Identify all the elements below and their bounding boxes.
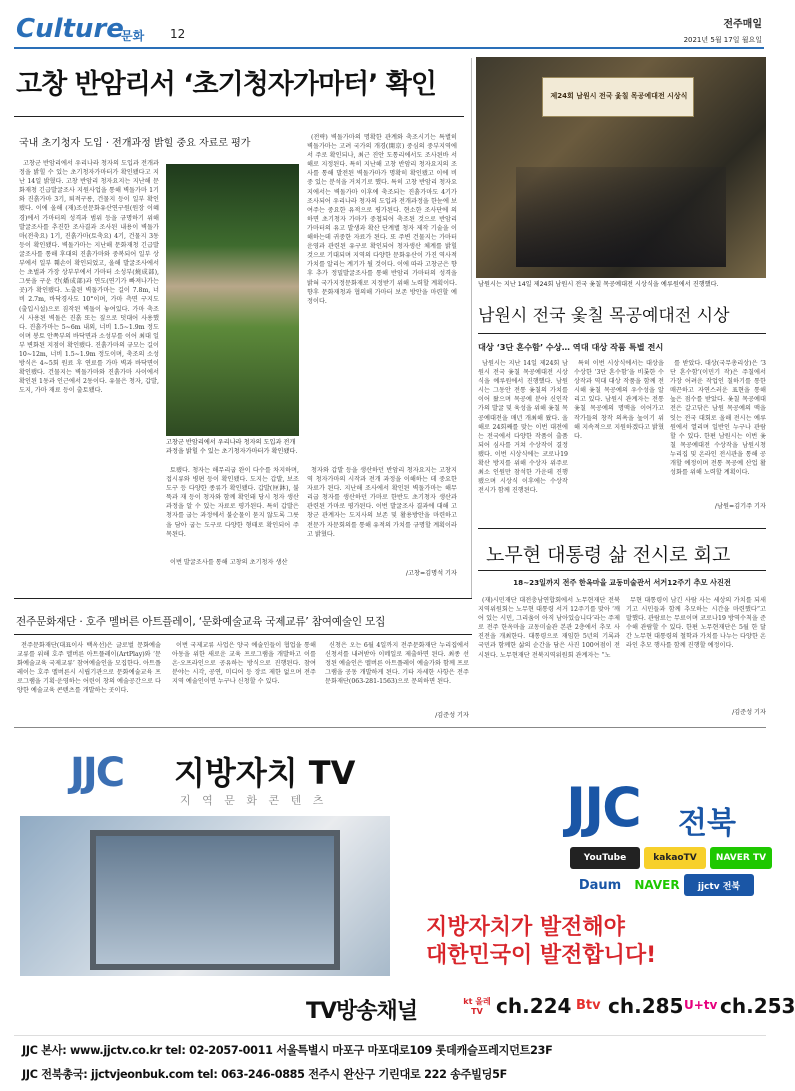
article4-col1 (17, 641, 161, 721)
article3-col2 (626, 596, 766, 688)
article3-headline: 노무현 대통령 삶 전시로 회고 (486, 544, 731, 566)
article1-photo-caption: 고창군 반암리에서 우리나라 청자의 도입과 전개과정을 밝힐 수 있는 초기청자가마터가 확인됐다. (166, 439, 298, 455)
article1-byline: /고창=김명석 기자 (405, 570, 457, 577)
ad-slogan-line2: 대한민국이 발전합니다! (426, 943, 657, 968)
kt-channel: ch.224 (496, 994, 572, 1018)
column-divider (471, 58, 472, 598)
ad-title: 지방자치 TV (174, 754, 356, 792)
btv-channel: ch.285 (608, 994, 684, 1018)
btv-provider: Btv (576, 998, 601, 1013)
article4-top-rule (14, 598, 472, 599)
ad-slogan-line1: 지방자치가 발전해야 (426, 915, 625, 940)
section-en: Culture (16, 14, 124, 44)
ceremony-banner-text: 제24회 남원시 전국 옻칠 목공예대전 시상식 (550, 92, 688, 100)
ceremony-people (516, 167, 726, 267)
article4-rule (14, 634, 472, 635)
kakaotv-badge: kakaoTV (644, 847, 706, 869)
article2-photo (476, 57, 766, 278)
header-rule (14, 47, 764, 49)
article2-col2 (574, 359, 664, 519)
article4-col2-text: 이번 국제교류 사업은 양국 예술인들이 협업을 통해 아동을 위한 새로운 교육 프로그램을 개발하고 이를 온·오프라인으로 공유하는 방식으로 진행된다. 참여 분야는 시각, 공연, 미디어 등 장르 제한 없으며 전주 지역 예술인이면 누구나 신청할 수 있다. (172, 642, 316, 686)
ad-tv-frame (90, 830, 340, 970)
page-number: 12 (170, 27, 186, 41)
article1-col1-text: 고창군 반암리에서 우리나라 청자의 도입과 전개과정을 밝힐 수 있는 초기청자가마터가 확인됐다고 지난 14일 밝혔다. 고창 반암리 청자요지는 지난해 문화재청 긴급발굴조사 지원사업을 통해 벽돌가마 1기와 진흙가마 3기, 퇴적구릉, 건물지 등이 일부 확인됐다. 이에 올해 (재)조선문화유산연구원(원장 이혜경)에서 가마터의 성격과 범위 등을 규명하기 위해 발굴조사를 추진한 조사결과 조사된 내용이 벽돌가마(전축요) 1기, 진흙가마(토축요) 4기, 건물지 3동 등이 확인됐다. 벽돌가마는 지난해 문화재청 긴급발굴조사를 통해 후대의 진흙가마와 중복되어 일부 상부에서 일부 훼손이 확인되었고, 올해 발굴조사에서는 초벌과 가장 상부부에서 가마터 소성부(燒成部), 그릇을 구운 칸(燔成部)과 연도(연기가 빠져나가는 곳)가 확인됐다. 노출된 벽돌가마는 길이 7.8m, 너비 2.7m, 바닥경사도 10°이며, 가마 측면 구지도(출입시설)으로 짐작된 벽돌이 놓여있다. 가마 축조시 사용된 벽돌은 진흙 또는 짚으로 덧대어 사용했다. 진흙가마는 5~6m 내외, 너비 1.5~1.9m 정도이며 봉토 안쪽부의 바닥면과 소성부를 이어 최대 일부 변화된 지점이 확인됐다. 진흙가마의 규모는 길이 10~12m, 너비 1.5~1.9m 정도이며, 축조의 소성방식은 4~5회 원료 후 연료를 가마 벽과 바닥면이 확인됐다. 건물지는 벽돌가마와 진흙가마 사이에서 확인된 1동과 인근에서 2동이다. 유물은 청자, 갑발, 도지, 가마 재료 등이 출토됐다. (19, 160, 159, 395)
article1-photo (166, 164, 299, 436)
uplus-provider: U+tv (684, 998, 718, 1012)
article2-col3 (670, 359, 766, 499)
section-kr: 문화 (121, 29, 145, 43)
article3-col2-text: 무현 대통령이 남긴 사람 사는 세상의 가치를 되새기고 시민들과 함께 추모하는 시간을 마련했다”고 말했다. 관람료는 무료이며 코로나19 방역수칙을 준수해 관람할 수 있다. 한편 노무현재단은 5월 한 달간 노무현 대통령의 철학과 가치를 나누는 다양한 온라인 추모 행사를 함께 진행할 예정이다. (626, 597, 766, 650)
article3-col1 (478, 596, 620, 706)
article2-col1 (478, 359, 568, 519)
article1-col2-text: (전략) 벽돌가마의 명확한 관계와 축조시기는 특별히 벽돌가마는 고려 국가의 개경(開京) 중심의 중부지역에서 주로 확인되나, 최근 진안 도통리에서도 조사된바 서해로 지정된다. 특히 지난해 고창 반암리 청자요지의 조사를 통해 발전된 벽돌가마가 명확히 확인됐고 이에 비중 있는 분석을 거치기로 했다. 특히 고창 반암리 청자요지에서는 벽돌가마 이후에 축조되는 진흙가마도 4기가 조사되어 우리나라 청자의 도입과 전개과정을 한눈에 보여주는 중요한 유적으로 평가된다. 현소한 조사단에 의하면 초기청자 가마가 중첩되어 축조된 것으로 반암리 가마터의 유고 발생과 확산 단계별 청자 제작 기술을 이해하는데 귀중한 자료가 된다. 또 주변 건물지는 가마터 운영과 관련된 유구로 확인되어 청자생산 체계를 밝힐 것으로 기대되며 지역의 다양한 문화유산이 가진 역사적 가치를 알리는 계기가 될 것이다. 이에 따라 고창군은 향후 추가 정밀발굴조사를 통해 반암리 가마터의 성격을 밝혀 국가지정문화재로 지정받기 위해 노력할 계획이다. 향후 문화재청과 협의해 가마터 보존 방안을 마련할 예정이다. (307, 134, 457, 305)
article2-headline: 남원시 전국 옻칠 목공예대전 시상 (478, 306, 730, 326)
article3-col1-text: (재)시민재단 대전충남연합회에서 노무현재단 전북지역위원회는 노무현 대통령 서거 12주기를 맞아 ‘깨어 있는 시민, 그리움이 아직 남아있습니다’라는 주제로 전주 한옥마을 교동미술관 본관 2층에서 추모 사진전을 개최한다. 대통령으로 재임한 5년의 기록과 국민과 함께한 삶의 순간을 담은 사진 100여점이 전시된다. 노무현재단 전북지역위원회 관계자는 “노 (478, 597, 620, 659)
issue-date: 2021년 5월 17일 월요일 (683, 36, 762, 44)
article2-subhead: 대상 ‘3단 혼수함’ 수상… 역대 대상 작품 특별 전시 (478, 342, 664, 352)
article4-col3 (325, 641, 469, 707)
article1-col2 (307, 133, 457, 463)
article4-col1-text: 전주문화재단(대표이사 백옥선)은 글로벌 문화예술 교류를 위해 호주 멜버른 아트플레이(ArtPlay)와 ‘문화예술교육 국제교류’ 참여예술인을 모집한다. 아트플레이는 호주 멜버른시 시립기관으로 문화예술교육 프로그램을 기획·운영하는 어린이 창의 예술공간으로 다양한 예술교육 콘텐츠를 개발하는 곳이다. (17, 642, 161, 695)
article4-col2 (172, 641, 316, 721)
ad-logo-right: JJC (566, 776, 640, 839)
article2-photo-caption: 남원시는 지난 14일 제24회 남원시 전국 옻칠 목공예대전 시상식을 예루원에서 진행했다. (478, 281, 719, 288)
navertv-badge: NAVER TV (710, 847, 772, 869)
ad-footer-line1: JJC 본사: www.jjctv.co.kr tel: 02-2057-0011 서울특별시 마포구 마포대로109 롯데캐슬프레지던트23F (22, 1044, 553, 1057)
article1-col3c (166, 558, 299, 576)
paper-name: 전주매일 (723, 19, 762, 30)
ad-logo-left: JJC (70, 750, 124, 796)
article2-byline: /남원=김기주 기자 (714, 503, 766, 510)
article4-byline: /김준성 기자 (435, 712, 469, 719)
ad-broadcast-image (20, 816, 390, 976)
youtube-badge: YouTube (570, 847, 640, 869)
ad-footer-line2-bar (14, 1061, 766, 1087)
article4-col3-text: 신청은 오는 6월 4일까지 전주문화재단 누리집에서 신청서를 내려받아 이메일로 제출하면 된다. 최종 선정된 예술인은 멜버른 아트플레이 예술가와 함께 프로그램을 공동 개발하게 된다. 기타 자세한 사항은 전주문화재단(063-281-1563)으로 문의하면 된다. (325, 642, 469, 686)
kt-provider: kt 올레TV (463, 997, 491, 1016)
page-header (14, 14, 764, 48)
daum-badge: Daum (570, 874, 630, 896)
article4-headline: 전주문화재단 · 호주 멜버른 아트플레이, ‘문화예술교육 국제교류’ 참여예술인 모집 (16, 616, 386, 628)
ad-logo-right-kr: 전북 (678, 806, 736, 841)
article3-rule (478, 570, 766, 571)
article1-headline: 고창 반암리서 ‘초기청자가마터’ 확인 (16, 69, 436, 100)
article2-col2-text: 특히 이번 시상식에서는 대상을 수상한 ‘3단 혼수함’을 비롯한 수상작과 역대 대상 작품을 함께 전시해 옻칠 목공예의 우수성을 알리고 있다. 남원시 관계자는 전통 옻칠 목공예의 명맥을 이어가고 작가들의 창작 의욕을 높이기 위해 지속적으로 지원하겠다고 밝혔다. (574, 360, 664, 440)
jjctv-badge: jjctv 전북 (684, 874, 754, 896)
article1-col3b (166, 466, 299, 558)
article3-byline: /김준성 기자 (732, 709, 766, 716)
ad-footer-line1-bar (14, 1035, 766, 1061)
article1-col3b-text: 토됐다. 청자는 해무리굽 완이 다수를 차지하며, 접시류와 병편 등이 확인됐다. 도지는 갑발, 보조 도구 등 다양한 종류가 확인됐다. 갑발(匣鉢), 불뚝과 재 등이 청자와 함께 확인돼 당시 청자 생산 과정을 알 수 있는 자료로 평가된다. 특히 갑발은 청자를 굽는 과정에서 불순물이 묻지 않도록 그릇을 담아 굽는 도구로 다양한 형태로 확인되어 주목된다. (166, 467, 299, 538)
article1-rule (14, 116, 464, 117)
ad-subtitle: 지 역 문 화 콘 텐 츠 (180, 794, 328, 807)
advertisement (14, 727, 795, 1087)
article2-col1-text: 남원시는 지난 14일 제24회 남원시 전국 옻칠 목공예대전 시상식을 예루원에서 진행했다. 남원시는 그동안 전통 옻칠의 가치를 이어 왔으며 목공예 분야 신인작가의 발굴 및 육성을 위해 옻칠 목공예대전을 매년 개최해 왔다. 올해로 24회째를 맞는 이번 대전에는 전국에서 다양한 작품이 출품되어 심사를 거쳐 수상작이 결정됐다. 이번 시상식에는 코로나19 확산 방지를 위해 수상자 위주로 최소 인원만 참석한 가운데 진행됐으며 시상식 이후에는 수상작 전시가 함께 진행된다. (478, 360, 568, 495)
article1-subhead: 국내 초기청자 도입 · 전개과정 밝힐 중요 자료로 평가 (19, 138, 251, 149)
article2-col3-text: 를 받았다. 대상(국무총리상)은 ‘3단 혼수함’(이민기 작)은 주칠에서 가장 어려운 작업인 칠하기를 통한 매끈하고 자연스러운 표현을 통해 높은 점수를 받았다. 옻칠 목공예대전은 갈고닦은 남원 목공예의 맥을 잇는 전국 대회로 올해 전시는 예루원에서 열리며 일반인 누구나 관람할 수 있다. 한편 남원시는 이번 옻칠 목공예대전 수상작을 남원시청 누리집 및 온라인 전시관을 통해 공개할 예정이며 전통 목공예 산업 활성화를 위해 노력할 계획이다. (670, 360, 766, 477)
article1-col1 (19, 159, 159, 580)
article3-top-rule (478, 528, 766, 529)
naver-badge: NAVER (632, 874, 682, 896)
article1-col3c-text: 이번 발굴조사를 통해 고창의 초기청자 생산 (170, 559, 288, 566)
article3-subhead: 18~23일까지 전주 한옥마을 교동미술관서 서거12주기 추모 사진전 (513, 578, 731, 587)
article1-col3-text: 청자와 갑발 등을 생산하던 반암리 청자요지는 고창지역 청자가마의 시작과 전개 과정을 이해하는 데 중요한 자료가 된다. 지난해 조사에서 확인된 벽돌가마는 해무리굽 청자를 생산하던 가마로 한반도 초기청자 생산과 관련된 가마로 평가된다. 이번 발굴조사 결과에 대해 고창군 관계자는 도지사의 보존 및 활용방안을 마련하고 전문가 자문회의를 통해 유적의 가치를 규명할 계획이라고 밝혔다. (307, 467, 457, 538)
article2-rule (478, 333, 766, 334)
ceremony-banner (542, 77, 694, 117)
ad-channel-label: TV방송채널 (306, 999, 418, 1024)
uplus-channel: ch.253 (720, 994, 795, 1018)
ad-footer-line2: JJC 전북총국: jjctvjeonbuk.com tel: 063-246-0885 전주시 완산구 기린대로 222 송주빌딩5F (22, 1068, 507, 1081)
article1-col3 (307, 466, 457, 566)
